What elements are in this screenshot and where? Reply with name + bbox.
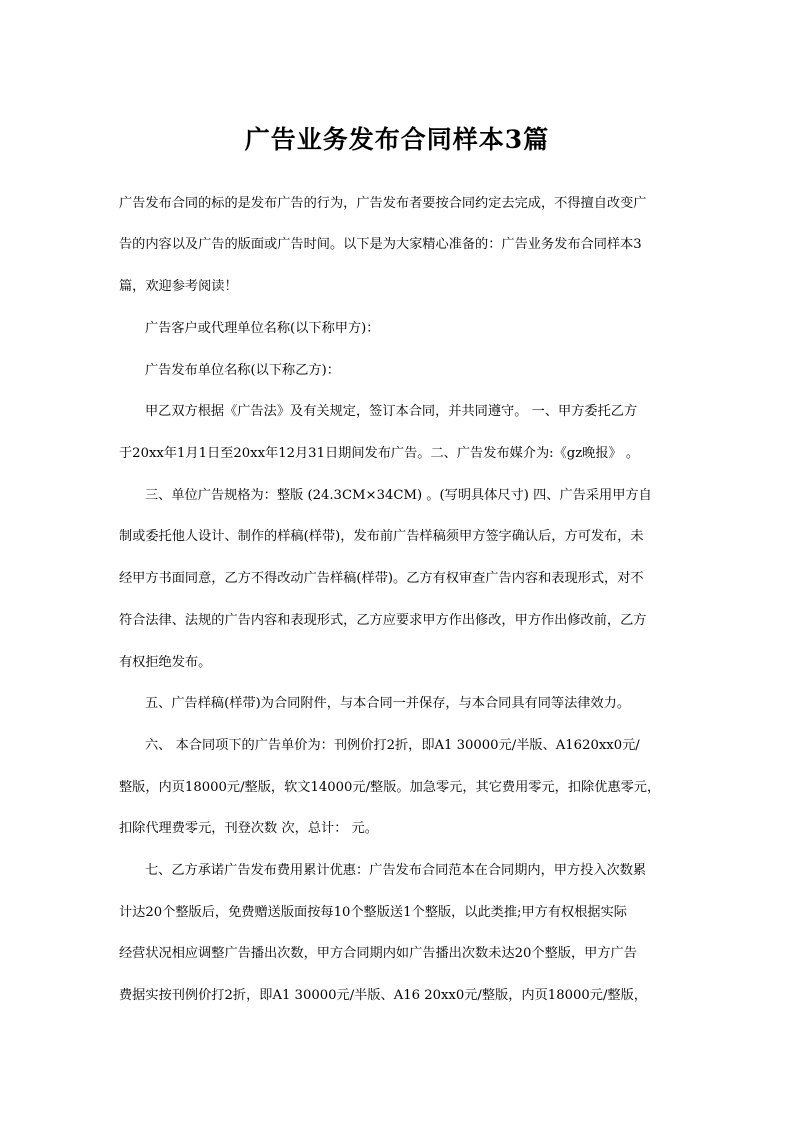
- paragraph-line: 广告发布合同的标的是发布广告的行为，广告发布者要按合同约定去完成，不得擅自改变广: [119, 196, 647, 211]
- paragraph-line: 告的内容以及广告的版面或广告时间。以下是为大家精心准备的：广告业务发布合同样本3: [119, 237, 642, 252]
- paragraph-line: 五、广告样稿(样带)为合同附件，与本合同一并保存，与本合同具有同等法律效力。: [145, 696, 631, 711]
- paragraph-line: 经甲方书面同意，乙方不得改动广告样稿(样带)。乙方有权审查广告内容和表现形式，对不: [119, 571, 644, 586]
- paragraph-line: 制或委托他人设计、制作的样稿(样带)，发布前广告样稿须甲方签字确认后，方可发布，未: [119, 529, 644, 544]
- paragraph-line: 篇，欢迎参考阅读！: [119, 279, 238, 294]
- paragraph-line: 扣除代理费零元，刊登次数 次，总计： 元。: [119, 821, 378, 836]
- paragraph-line: 计达20个整版后，免费赠送版面按每10个整版送1个整版，以此类推;甲方有权根据实际: [119, 905, 627, 920]
- paragraph-line: 于20xx年1月1日至20xx年12月31日期间发布广告。二、广告发布媒介为:《gz晚报》 。: [119, 446, 640, 461]
- paragraph-line: 经营状况相应调整广告播出次数，甲方合同期内如广告播出次数未达20个整版，甲方广告: [119, 946, 637, 961]
- paragraph-line: 广告客户或代理单位名称(以下称甲方)：: [145, 321, 380, 336]
- paragraph-line: 甲乙双方根据《广告法》及有关规定，签订本合同，并共同遵守。 一、甲方委托乙方: [145, 404, 638, 419]
- paragraph-line: 费据实按刊例价打2折，即A1 30000元/半版、A16 20xx0元/整版，内页18000元/整版，: [119, 988, 647, 1003]
- paragraph-line: 有权拒绝发布。: [119, 655, 212, 670]
- paragraph-line: 整版，内页18000元/整版，软文14000元/整版。加急零元，其它费用零元，扣除优惠零元，: [119, 780, 661, 795]
- paragraph-line: 三、单位广告规格为：整版 (24.3CM×34CM) 。(写明具体尺寸) 四、广告采用甲方自: [145, 488, 652, 503]
- paragraph-line: 符合法律、法规的广告内容和表现形式，乙方应要求甲方作出修改，甲方作出修改前，乙方: [119, 613, 647, 628]
- document-title: 广告业务发布合同样本3篇: [244, 125, 550, 154]
- paragraph-line: 广告发布单位名称(以下称乙方)：: [145, 363, 340, 378]
- paragraph-line: 六、 本合同项下的广告单价为：刊例价打2折，即A1 30000元/半版、A1620xx0元/: [145, 738, 640, 753]
- paragraph-line: 七、乙方承诺广告发布费用累计优惠：广告发布合同范本在合同期内，甲方投入次数累: [145, 863, 647, 878]
